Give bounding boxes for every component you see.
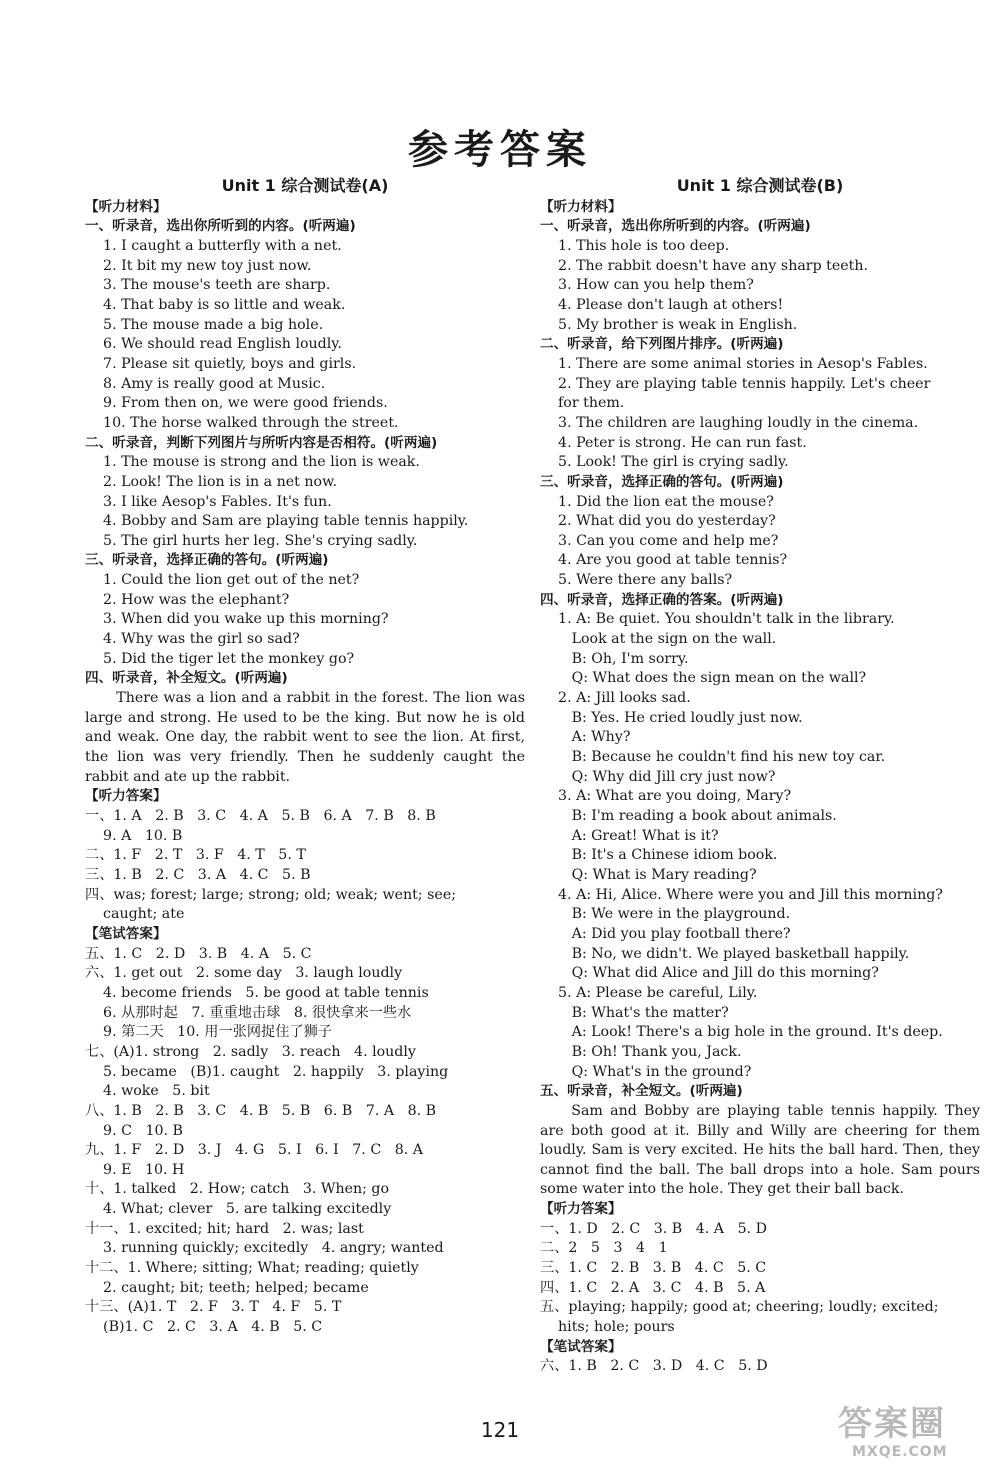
answer-line: hits; hole; pours <box>540 1319 675 1336</box>
answer-line: 3. running quickly; excitedly 4. angry; wanted <box>85 1240 444 1257</box>
answer-line: 5. A: Please be careful, Lily. <box>540 984 758 1001</box>
answer-line: 1. I caught a butterfly with a net. <box>85 237 342 254</box>
answer-line: 1. A: Be quiet. You shouldn't talk in the library. <box>540 611 895 628</box>
answer-line: 3. Can you come and help me? <box>540 532 779 549</box>
answer-line: 4. Bobby and Sam are playing table tennis happily. <box>85 513 469 530</box>
section-heading: 五、听录音，补全短文。(听两遍) <box>540 1083 743 1100</box>
answer-line: 四、1. C 2. A 3. C 4. B 5. A <box>540 1279 766 1296</box>
answer-line: B: We were in the playground. <box>540 906 791 923</box>
answer-line: 1. Did the lion eat the mouse? <box>540 493 774 510</box>
answer-line: A: Why? <box>540 729 631 746</box>
watermark-logo <box>838 1404 988 1466</box>
section-heading: 四、听录音，补全短文。(听两遍) <box>85 670 288 687</box>
answer-line: B: It's a Chinese idiom book. <box>540 847 778 864</box>
answer-line: 三、1. C 2. B 3. B 4. C 5. C <box>540 1260 767 1277</box>
answer-line: 3. A: What are you doing, Mary? <box>540 788 792 805</box>
answer-line: 4. What; clever 5. are talking excitedly <box>85 1201 392 1218</box>
answer-line: 4. woke 5. bit <box>85 1083 210 1100</box>
answer-line: 9. E 10. H <box>85 1161 185 1178</box>
answer-line: 2. They are playing table tennis happily. Let's cheer <box>540 375 931 392</box>
section-heading: 四、听录音，选择正确的答案。(听两遍) <box>540 591 784 608</box>
answer-line: 4. become friends 5. be good at table tennis <box>85 984 429 1001</box>
section-heading: 【听力材料】 <box>85 198 167 215</box>
answer-line: 4. That baby is so little and weak. <box>85 296 346 313</box>
answer-line: 5. became (B)1. caught 2. happily 3. playing <box>85 1063 449 1080</box>
answer-line: 5. Look! The girl is crying sadly. <box>540 454 789 471</box>
answer-line: 3. How can you help them? <box>540 277 754 294</box>
section-heading: 一、听录音，选出你所听到的内容。(听两遍) <box>540 218 811 235</box>
answer-line: 一、1. D 2. C 3. B 4. A 5. D <box>540 1220 768 1237</box>
section-heading: 一、听录音，选出你所听到的内容。(听两遍) <box>85 218 356 235</box>
answer-line: 9. From then on, we were good friends. <box>85 395 388 412</box>
answer-line: 五、playing; happily; good at; cheering; loudly; excited; <box>540 1299 939 1316</box>
answer-line: B: No, we didn't. We played basketball happily. <box>540 945 910 962</box>
answer-line: 5. Were there any balls? <box>540 572 733 589</box>
answer-line: 十一、1. excited; hit; hard 2. was; last <box>85 1220 364 1237</box>
answer-line: 3. I like Aesop's Fables. It's fun. <box>85 493 332 510</box>
answer-line: 9. A 10. B <box>85 827 183 844</box>
section-heading: 二、听录音，判断下列图片与所听内容是否相符。(听两遍) <box>85 434 438 451</box>
answer-line: 2. A: Jill looks sad. <box>540 690 691 707</box>
answer-line: 5. The mouse made a big hole. <box>85 316 324 333</box>
page-title: 参考答案 <box>408 127 592 173</box>
answer-line: 3. The mouse's teeth are sharp. <box>85 277 331 294</box>
section-heading: 二、听录音，给下列图片排序。(听两遍) <box>540 336 784 353</box>
answer-line: 4. Peter is strong. He can run fast. <box>540 434 807 451</box>
answer-line: 六、1. B 2. C 3. D 4. C 5. D <box>540 1358 768 1375</box>
answer-line: 5. The girl hurts her leg. She's crying sadly. <box>85 532 418 549</box>
answer-line: Q: What did Alice and Jill do this morning? <box>540 965 879 982</box>
left-answer-lines <box>85 198 525 1338</box>
right-answer-lines <box>540 198 980 1377</box>
answer-line: 4. Please don't laugh at others! <box>540 296 784 313</box>
answer-line: 5. Did the tiger let the monkey go? <box>85 650 355 667</box>
section-heading: 【听力答案】 <box>85 788 167 805</box>
answer-line: 二、1. F 2. T 3. F 4. T 5. T <box>85 847 306 864</box>
answer-line: 2. The rabbit doesn't have any sharp teeth. <box>540 257 869 274</box>
answer-line: 十、1. talked 2. How; catch 3. When; go <box>85 1181 390 1198</box>
answer-line: 1. There are some animal stories in Aesop's Fables. <box>540 355 928 372</box>
answer-line: 十三、(A)1. T 2. F 3. T 4. F 5. T <box>85 1299 342 1316</box>
answer-line: 7. Please sit quietly, boys and girls. <box>85 355 357 372</box>
answer-line: Q: What's in the ground? <box>540 1063 752 1080</box>
answer-line: B: Because he couldn't find his new toy car. <box>540 749 886 766</box>
passage-paragraph: Sam and Bobby are playing table tennis happily. They are both good at it. Billy and Willy are cheering for them loudly. Sam is very excited. He hits the ball hard. Then, they cannot find the ball. The ball drops into a hole. Sam pours some water into the hole. They get their ball back. <box>540 1102 980 1198</box>
answer-line: 十二、1. Where; sitting; What; reading; quietly <box>85 1260 419 1277</box>
answer-line: 2. It bit my new toy just now. <box>85 257 312 274</box>
answer-line: 2. How was the elephant? <box>85 591 290 608</box>
answer-line: (B)1. C 2. C 3. A 4. B 5. C <box>85 1319 323 1336</box>
answer-line: 9. 第二天 10. 用一张网捉住了狮子 <box>85 1024 332 1041</box>
answer-line: B: I'm reading a book about animals. <box>540 808 837 824</box>
section-heading: 【听力答案】 <box>540 1201 622 1218</box>
answer-line: 10. The horse walked through the street. <box>85 414 399 431</box>
left-column-title: Unit 1 综合测试卷(A) <box>221 176 389 195</box>
watermark-text: 答案圈 <box>838 1404 946 1444</box>
answer-line: 四、was; forest; large; strong; old; weak; went; see; <box>85 886 457 903</box>
answer-line: 2. Look! The lion is in a net now. <box>85 473 338 490</box>
answer-line: 4. Why was the girl so sad? <box>85 631 300 648</box>
section-heading: 三、听录音，选择正确的答句。(听两遍) <box>540 473 784 490</box>
answer-line: B: Yes. He cried loudly just now. <box>540 709 803 726</box>
answer-line: 三、1. B 2. C 3. A 4. C 5. B <box>85 866 311 883</box>
answer-line: 一、1. A 2. B 3. C 4. A 5. B 6. A 7. B 8. B <box>85 808 436 824</box>
section-heading: 【听力材料】 <box>540 198 622 215</box>
answer-line: Q: Why did Jill cry just now? <box>540 768 776 785</box>
answer-line: caught; ate <box>85 906 185 923</box>
right-column <box>540 176 980 1377</box>
watermark-domain: MXQE.COM <box>852 1444 948 1460</box>
answer-line: 九、1. F 2. D 3. J 4. G 5. I 6. I 7. C 8. A <box>85 1142 423 1159</box>
answer-line: 1. Could the lion get out of the net? <box>85 572 360 589</box>
answer-line: 七、(A)1. strong 2. sadly 3. reach 4. loudly <box>85 1043 416 1060</box>
answer-line: 4. A: Hi, Alice. Where were you and Jill this morning? <box>540 886 943 903</box>
page-number: 121 <box>480 1418 520 1442</box>
passage-paragraph: There was a lion and a rabbit in the forest. The lion was large and strong. He used to be the king. But now he is old and weak. One day, the rabbit went to see the lion. At first, the lion was very friendly. Then he suddenly caught the rabbit and ate up the rabbit. <box>85 690 525 785</box>
answer-line: 二、2 5 3 4 1 <box>540 1240 668 1257</box>
answer-line: 五、1. C 2. D 3. B 4. A 5. C <box>85 945 312 962</box>
answer-line: for them. <box>540 395 625 412</box>
answer-line: 六、1. get out 2. some day 3. laugh loudly <box>85 965 403 982</box>
answer-line: 3. The children are laughing loudly in the cinema. <box>540 414 919 431</box>
section-heading: 【笔试答案】 <box>85 925 167 942</box>
answer-line: 1. This hole is too deep. <box>540 237 730 254</box>
section-heading: 三、听录音，选择正确的答句。(听两遍) <box>85 552 329 569</box>
section-heading: 【笔试答案】 <box>540 1338 622 1355</box>
answer-line: 2. caught; bit; teeth; helped; became <box>85 1279 369 1296</box>
answer-line: Q: What does the sign mean on the wall? <box>540 670 867 687</box>
answer-line: B: What's the matter? <box>540 1004 729 1021</box>
answer-line: B: Oh! Thank you, Jack. <box>540 1043 742 1060</box>
answer-line: A: Did you play football there? <box>540 925 791 942</box>
answer-line: A: Great! What is it? <box>540 827 719 844</box>
answer-line: 1. The mouse is strong and the lion is weak. <box>85 454 420 471</box>
answer-line: 8. Amy is really good at Music. <box>85 375 326 392</box>
answer-line: 八、1. B 2. B 3. C 4. B 5. B 6. B 7. A 8. B <box>85 1102 437 1119</box>
left-column <box>85 176 525 1338</box>
answer-line: Look at the sign on the wall. <box>540 631 777 648</box>
answer-line: B: Oh, I'm sorry. <box>540 650 689 667</box>
right-column-title: Unit 1 综合测试卷(B) <box>676 176 844 195</box>
answer-line: A: Look! There's a big hole in the ground. It's deep. <box>540 1024 943 1041</box>
answer-line: Q: What is Mary reading? <box>540 866 757 883</box>
answer-line: 2. What did you do yesterday? <box>540 513 776 530</box>
answer-line: 6. 从那时起 7. 重重地击球 8. 很快拿来一些水 <box>85 1004 412 1021</box>
answer-line: 5. My brother is weak in English. <box>540 316 798 333</box>
answer-line: 4. Are you good at table tennis? <box>540 552 788 569</box>
answer-line: 6. We should read English loudly. <box>85 336 342 353</box>
answer-line: 3. When did you wake up this morning? <box>85 611 389 628</box>
answer-line: 9. C 10. B <box>85 1122 183 1139</box>
